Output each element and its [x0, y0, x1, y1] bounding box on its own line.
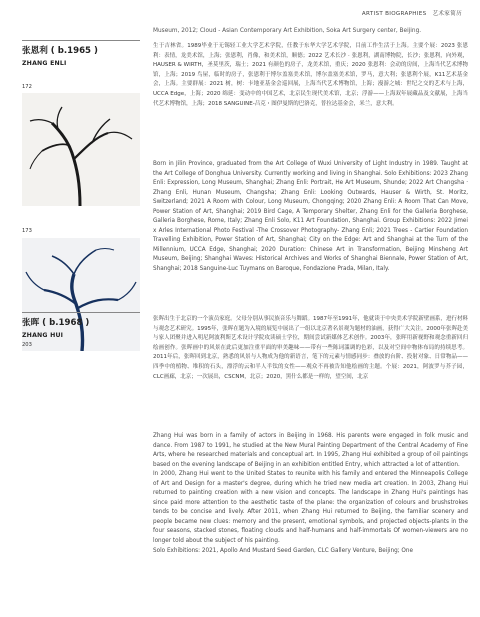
- divider-artist1: [22, 40, 140, 41]
- artist2-page-ref: 203: [22, 342, 32, 348]
- artist2-bio-cn: 张晖出生于北京的一个演员家庭。父母分别从事民族音乐与舞蹈。1987年至1991年，他就读于中央美术学院新壁画系，进行材料与观念艺术研究。1995年，张晖在题为入境的展览中展出了一组以北京著名景观为题材的油画，获得广大关注。2000年张晖赴美与家人团聚并进入明尼阿波利斯艺术设计学院攻读硕士学位，期间尝试新媒体艺术创作。2003年，张晖用新视野和观念重新回归绘画创作。张晖画中的风景在此后更加注重平面的审美趣味——带有一些陈词滥调的色彩，以及对空间中物体布局的持续思考。2011年后，张晖回到北京，熟悉的风景与人物成为他的新语言，笔下的元素与情感同步：叠放的台阶、投射对象、日常物品——四季中的植物、堆积的石头，漂浮的云和半人半钛的女性——观众不再被告知他绘画的主题。个展：2021，阿波罗与芥子园，CLC画廊，北京；一次展出，CSCNM，北京；2020，黑什么都是一样的，望空间，北京: [153, 316, 468, 380]
- running-header: [362, 9, 462, 17]
- artist2-name-en: ZHANG HUI: [22, 332, 64, 339]
- artist2-heading: [22, 316, 140, 339]
- header-title-cn: 艺术家简历: [432, 11, 462, 17]
- artist1-heading: [22, 44, 140, 67]
- artwork-thumbnail-1: [22, 93, 140, 206]
- artist2-bio-en-paragraph-1: Zhang Hui was born in a family of actors in Beijing in 1968. His parents were engaged in folk music and dance. From 1987 to 1991, he studied at the New Mural Painting Department of the Central Academy of Fine Arts, where he researched materials and conceptual art. In 1995, Zhang Hui exhibited a group of oil paintings based on the evening landscape of Beijing in an exhibition entitled Entry, which attracted a lot of attention.: [153, 433, 468, 468]
- continued-text: Museum, 2012; Cloud - Asian Contemporary Art Exhibition, Soka Art Surgery center, Beijing.: [153, 28, 422, 34]
- artist1-bio-cn: 生于吉林省。1989毕业于无锡轻工业大学艺术学院，任教于东华大学艺术学院，目前工作生活于上海。主要个展：2023 张恩利：表情，龙美术馆，上海；张恩利，肖像，和美术馆，顺德；2022 艺术长沙 · 张恩利，湖南博物院，长沙；张恩利，向外观，HAUSER & WIRTH，圣莫里茨，瑞士；2021 有颜色的房子，龙美术馆，重庆；2020 张恩利：会动的房间，上海当代艺术博物馆，上海；2019 鸟屋，临时的房子，张恩利于博尔盖塞美术馆，博尔盖塞美术馆，罗马，意大利；张恩利个展，K11艺术基金会，上海。主要群展：2021 树，树：卡地亚基金会巡回展，上海当代艺术博物馆，上海；漫游之城：世纪之交的艺术与上海，UCCA Edge，上海；2020 绵延：变动中的中国艺术，北京民生现代美术馆，北京；浮游——上海双年展藏品及文献展，上海当代艺术博物馆，上海；2018 SANGUINE-吕克・图伊曼斯的巴洛克，普拉达基金会，米兰，意大利。: [153, 43, 468, 107]
- artist1-bio-en: Born in Jilin Province, graduated from the Art College of Wuxi University of Light Industry in 1989. Taught at the Art College of Donghua University. Currently working and living in Shanghai. Solo Exhibitions: 2023 Zhang Enli: Expression, Long Museum, Shanghai; Zhang Enli: Portrait, He Art Museum, Shunde; 2022 Art Changsha · Zhang Enli, Hunan Museum, Changsha; Zhang Enli: Looking Outwards, Hauser & Wirth, St. Moritz, Switzerland; 2021 A Room with Colour, Long Museum, Chongqing; 2020 Zhang Enli: A Room That Can Move, Power Station of Art, Shanghai; 2019 Bird Cage, A Temporary Shelter, Zhang Enli for the Galleria Borghese, Galleria Borghese, Rome, Italy; Zhang Enli Solo, K11 Art Foundation, Shanghai. Group Exhibitions: 2022 Jimei x Arles International Photo Festival -The Crossover Photography- Zhang Enli; 2021 Trees - Cartier Foundation Travelling Exhibition, Power Station of Art, Shanghai; City on the Edge: Art and Shanghai at the Turn of the Millennium, UCCA Edge, Shanghai; 2020 Duration: Chinese Art in Transformation, Beijing Minsheng Art Museum, Beijing; Shanghai Waves: Historical Archives and Works of Shanghai Biennale, Power Station of Art, Shanghai; 2018 Sanguine-Luc Tuymans on Baroque, Fondazione Prada, Milan, Italy.: [153, 161, 468, 273]
- artist2-bio-en-paragraph-3: Solo Exhibitions: 2021, Apollo And Mustard Seed Garden, CLC Gallery Venture, Beijing; One: [153, 547, 413, 554]
- artist1-page-ref-2: 173: [22, 228, 32, 234]
- artist2-bio-en-paragraph-2: In 2000, Zhang Hui went to the United States to reunite with his family and entered the Minneapolis College of Art and Design for a master's degree, during which he tried new media art creation. In 2003, Zhang Hui returned to painting creation with a new vision and concepts. The landscape in Zhang Hui's paintings has since paid more attention to the aesthetic taste of the plane: the organization of colours and brushstrokes tends to be concise and lively. After 2011, when Zhang Hui returned to Beijing, the familiar scenery and people became new clues: memory and the present, emotional symbols, and projected objects-plants in the four seasons, stacked stones, floating clouds and half-humans and half-immortals Of women-viewers are no longer told about the subject of his painting.: [153, 471, 468, 545]
- artist1-page-ref-1: 172: [22, 84, 32, 90]
- artist2-bio-en: [153, 432, 468, 556]
- artist2-name-cn: 张晖 ( b.1968 ): [22, 318, 90, 328]
- tree-painting-image: [22, 93, 140, 206]
- header-title-en: ARTIST BIOGRAPHIES: [361, 11, 427, 17]
- artist1-name-en: ZHANG ENLI: [22, 60, 67, 67]
- divider-artist2: [22, 312, 140, 313]
- artist1-name-cn: 张恩利 ( b.1965 ): [22, 46, 98, 56]
